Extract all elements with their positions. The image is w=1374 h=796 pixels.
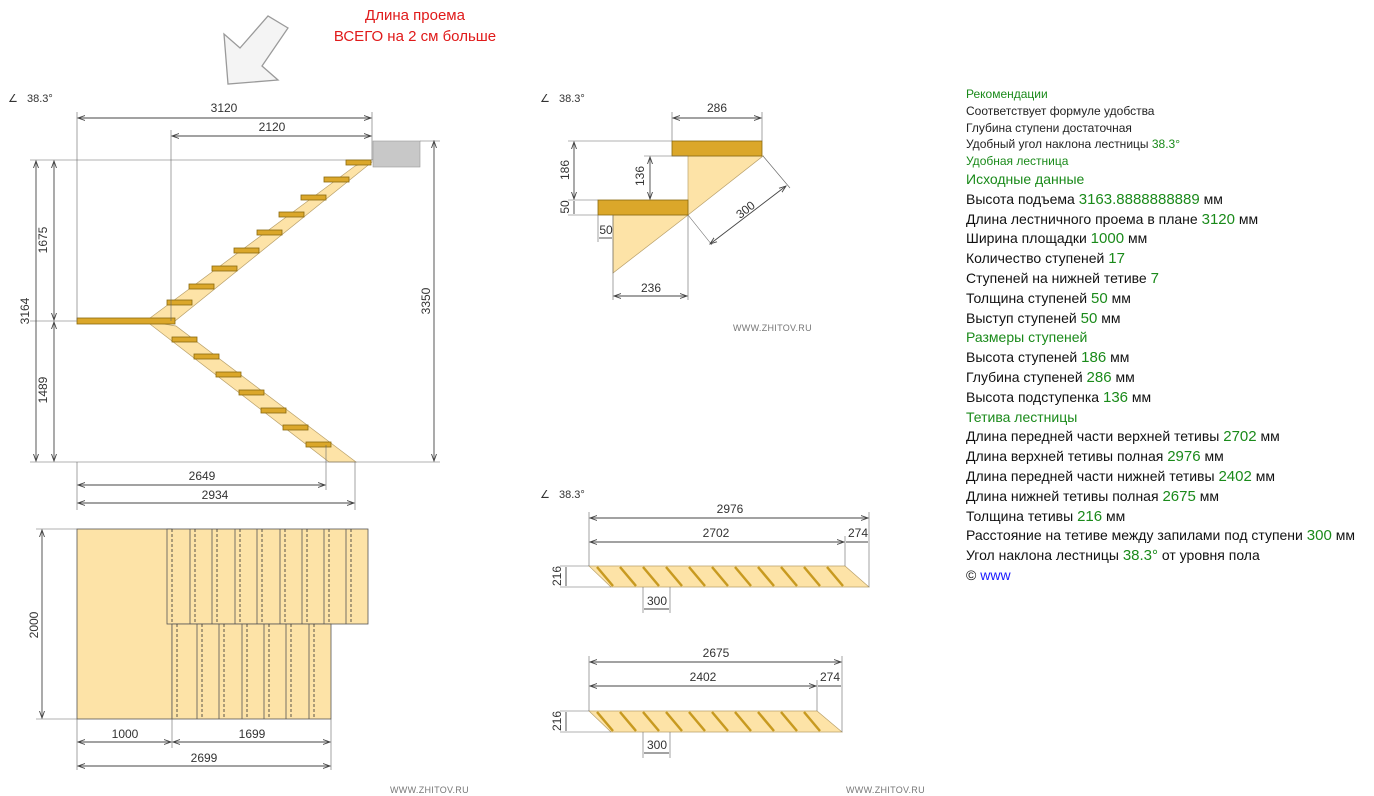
source-data-row bbox=[966, 190, 1374, 210]
stringer-value: 2702 bbox=[1223, 428, 1257, 446]
side-bottom-inner: 2649 bbox=[188, 469, 216, 483]
tread bbox=[257, 230, 282, 235]
step-size-row bbox=[966, 368, 1374, 388]
source-data-value: 3163.8888888889 bbox=[1078, 190, 1200, 208]
upper-stringer-width: 216 bbox=[550, 565, 564, 587]
watermark: WWW.ZHITOV.RU bbox=[733, 323, 812, 333]
source-data-value: 50 bbox=[1080, 309, 1098, 327]
detail-upper-tread bbox=[672, 141, 762, 156]
stringer-unit: мм bbox=[1199, 487, 1219, 504]
source-data-label: Высота подъема bbox=[966, 190, 1075, 207]
source-data-unit: мм bbox=[1238, 210, 1259, 227]
angle-icon: ∠ bbox=[540, 93, 550, 105]
stringer-label: Длина передней части верхней тетивы bbox=[966, 428, 1220, 445]
upper-stringer-drawing bbox=[540, 489, 869, 613]
upper-floor-slab bbox=[373, 141, 420, 167]
warning-line-2: ВСЕГО на 2 см больше bbox=[333, 28, 497, 45]
side-bottom-total: 2934 bbox=[201, 488, 229, 502]
stringer-row bbox=[966, 526, 1374, 546]
stringer-row bbox=[966, 507, 1374, 527]
source-data-value: 3120 bbox=[1201, 210, 1235, 228]
source-data-value: 17 bbox=[1108, 250, 1125, 268]
source-data-row bbox=[966, 249, 1374, 269]
plan-total: 2699 bbox=[190, 751, 218, 765]
source-data-value: 50 bbox=[1091, 289, 1108, 307]
stringer-row bbox=[966, 546, 1374, 566]
stringer-row bbox=[966, 467, 1374, 487]
lower-stringer-drawing bbox=[550, 646, 842, 758]
step-size-row bbox=[966, 388, 1374, 408]
plan-height: 2000 bbox=[27, 611, 41, 639]
stringer-value: 2675 bbox=[1162, 487, 1196, 505]
source-data-row bbox=[966, 210, 1374, 230]
stringer-value: 2976 bbox=[1167, 448, 1201, 466]
stringer-value: 216 bbox=[1077, 507, 1103, 525]
lower-stringer-front: 2402 bbox=[689, 670, 717, 684]
detail-angle-label: 38.3° bbox=[559, 93, 585, 105]
tread bbox=[172, 337, 197, 342]
lower-stringer-total: 2675 bbox=[702, 646, 730, 660]
step-size-value: 136 bbox=[1102, 388, 1129, 406]
tread bbox=[306, 442, 331, 447]
step-size-unit: мм bbox=[1131, 388, 1152, 405]
tread bbox=[301, 195, 326, 200]
calculation-results bbox=[966, 86, 1374, 586]
lower-stringer-width: 216 bbox=[550, 710, 564, 732]
stringer-title: Тетива лестницы bbox=[966, 408, 1078, 425]
detail-base: 236 bbox=[640, 281, 662, 295]
watermark: WWW.ZHITOV.RU bbox=[390, 785, 469, 795]
step-size-unit: мм bbox=[1115, 368, 1135, 385]
plan-landing bbox=[77, 529, 172, 719]
stringer-row bbox=[966, 447, 1374, 467]
source-data-row bbox=[966, 229, 1374, 249]
source-data-unit: мм bbox=[1111, 289, 1131, 306]
tread bbox=[283, 425, 308, 430]
detail-thickness: 50 bbox=[558, 200, 572, 214]
stringer-unit: мм bbox=[1255, 467, 1275, 484]
plan-left: 1000 bbox=[111, 727, 139, 741]
tread bbox=[194, 354, 219, 359]
stringer-label: Длина нижней тетивы полная bbox=[966, 487, 1159, 504]
lower-stringer-end: 274 bbox=[819, 670, 841, 684]
landing-platform bbox=[77, 318, 175, 324]
stringer-row bbox=[966, 427, 1374, 447]
stringer-label: Длина верхней тетивы полная bbox=[966, 448, 1164, 465]
side-view bbox=[8, 93, 440, 510]
stringer-unit: мм bbox=[1204, 448, 1224, 465]
upper-stringer-board bbox=[589, 566, 869, 587]
plan-lower-flight bbox=[172, 624, 331, 719]
tread bbox=[189, 284, 214, 289]
step-size-unit: мм bbox=[1110, 349, 1130, 366]
tread bbox=[279, 212, 304, 217]
stringer-label: Расстояние на тетиве между запилами под ступени bbox=[966, 527, 1303, 544]
pointer-arrow-icon bbox=[224, 16, 288, 84]
detail-overhang: 50 bbox=[599, 223, 613, 237]
plan-view bbox=[27, 529, 368, 770]
source-data-row bbox=[966, 269, 1374, 289]
recommendation-1: Соответствует формуле удобства bbox=[966, 103, 1155, 118]
tread bbox=[261, 408, 286, 413]
tread bbox=[346, 160, 371, 165]
stringer-label: Толщина тетивы bbox=[966, 507, 1074, 524]
source-data-label: Длина лестничного проема в плане bbox=[966, 210, 1198, 227]
step-size-row bbox=[966, 348, 1374, 368]
side-top-inner: 2120 bbox=[258, 120, 286, 134]
upper-stringer-shape bbox=[146, 162, 372, 321]
tread bbox=[239, 390, 264, 395]
side-left-lower: 1489 bbox=[36, 376, 50, 404]
side-right-total: 3350 bbox=[419, 287, 433, 315]
copyright-icon: © bbox=[966, 566, 977, 583]
upper-stringer-front: 2702 bbox=[702, 526, 730, 540]
side-angle-label: 38.3° bbox=[27, 93, 53, 105]
step-size-label: Высота подступенка bbox=[966, 388, 1100, 405]
source-data-title: Исходные данные bbox=[966, 170, 1085, 187]
source-data-label: Ширина площадки bbox=[966, 230, 1087, 247]
stringer-unit: мм bbox=[1105, 507, 1126, 524]
side-left-upper: 1675 bbox=[36, 226, 50, 254]
warning-line-1: Длина проема bbox=[365, 7, 465, 24]
step-size-label: Глубина ступеней bbox=[966, 368, 1083, 385]
footer bbox=[966, 566, 1374, 586]
recommendations-title: Рекомендации bbox=[966, 87, 1048, 101]
plan-right: 1699 bbox=[238, 727, 266, 741]
detail-height: 186 bbox=[558, 159, 572, 181]
source-data-row bbox=[966, 309, 1374, 329]
step-detail bbox=[540, 93, 812, 333]
upper-stringer-pitch: 300 bbox=[646, 594, 668, 608]
tread bbox=[234, 248, 259, 253]
watermark: WWW.ZHITOV.RU bbox=[846, 785, 925, 795]
step-size-value: 186 bbox=[1081, 349, 1107, 367]
source-data-unit: мм bbox=[1101, 309, 1121, 326]
stringer-value: 38.3° bbox=[1122, 547, 1159, 565]
detail-riser: 136 bbox=[633, 165, 647, 187]
tread bbox=[212, 266, 237, 271]
step-size-label: Высота ступеней bbox=[966, 349, 1078, 366]
angle-icon: ∠ bbox=[540, 489, 550, 501]
step-size-value: 286 bbox=[1086, 368, 1112, 386]
angle-icon: ∠ bbox=[8, 93, 18, 105]
upper-stringer-end: 274 bbox=[847, 526, 869, 540]
source-data-label: Толщина ступеней bbox=[966, 289, 1088, 306]
side-top-total: 3120 bbox=[210, 101, 238, 115]
source-data-value: 1000 bbox=[1090, 230, 1125, 248]
lower-stringer-pitch: 300 bbox=[646, 738, 668, 752]
stringer-unit: мм bbox=[1335, 527, 1355, 544]
source-data-label: Выступ ступеней bbox=[966, 309, 1077, 326]
www-link[interactable]: www bbox=[980, 566, 1011, 583]
recommendation-3: Удобный угол наклона лестницы 38.3° bbox=[966, 137, 1181, 152]
source-data-unit: мм bbox=[1203, 190, 1223, 207]
source-data-value: 7 bbox=[1150, 269, 1159, 287]
detail-cut: 300 bbox=[733, 198, 758, 222]
stringer-unit: от уровня пола bbox=[1161, 547, 1260, 564]
tread bbox=[324, 177, 349, 182]
stringer-label: Угол наклона лестницы bbox=[966, 547, 1119, 564]
source-data-row bbox=[966, 289, 1374, 309]
upper-stringer-total: 2976 bbox=[716, 502, 744, 516]
tread bbox=[216, 372, 241, 377]
stringer-value: 300 bbox=[1306, 527, 1332, 545]
source-data-label: Количество ступеней bbox=[966, 250, 1105, 267]
source-data-label: Ступеней на нижней тетиве bbox=[966, 269, 1147, 286]
stringer-label: Длина передней части нижней тетивы bbox=[966, 467, 1215, 484]
detail-depth: 286 bbox=[706, 101, 728, 115]
stringer-value: 2402 bbox=[1218, 467, 1252, 485]
side-left-total: 3164 bbox=[18, 297, 32, 325]
stringer-angle-label: 38.3° bbox=[559, 489, 585, 501]
recommendation-2: Глубина ступени достаточная bbox=[966, 120, 1132, 135]
plan-upper-flight bbox=[167, 529, 368, 624]
stringer-unit: мм bbox=[1260, 428, 1280, 445]
stringer-row bbox=[966, 487, 1374, 507]
verdict: Удобная лестница bbox=[966, 154, 1069, 169]
step-sizes-title: Размеры ступеней bbox=[966, 329, 1088, 346]
source-data-unit: мм bbox=[1127, 230, 1148, 247]
detail-lower-tread bbox=[598, 200, 688, 215]
